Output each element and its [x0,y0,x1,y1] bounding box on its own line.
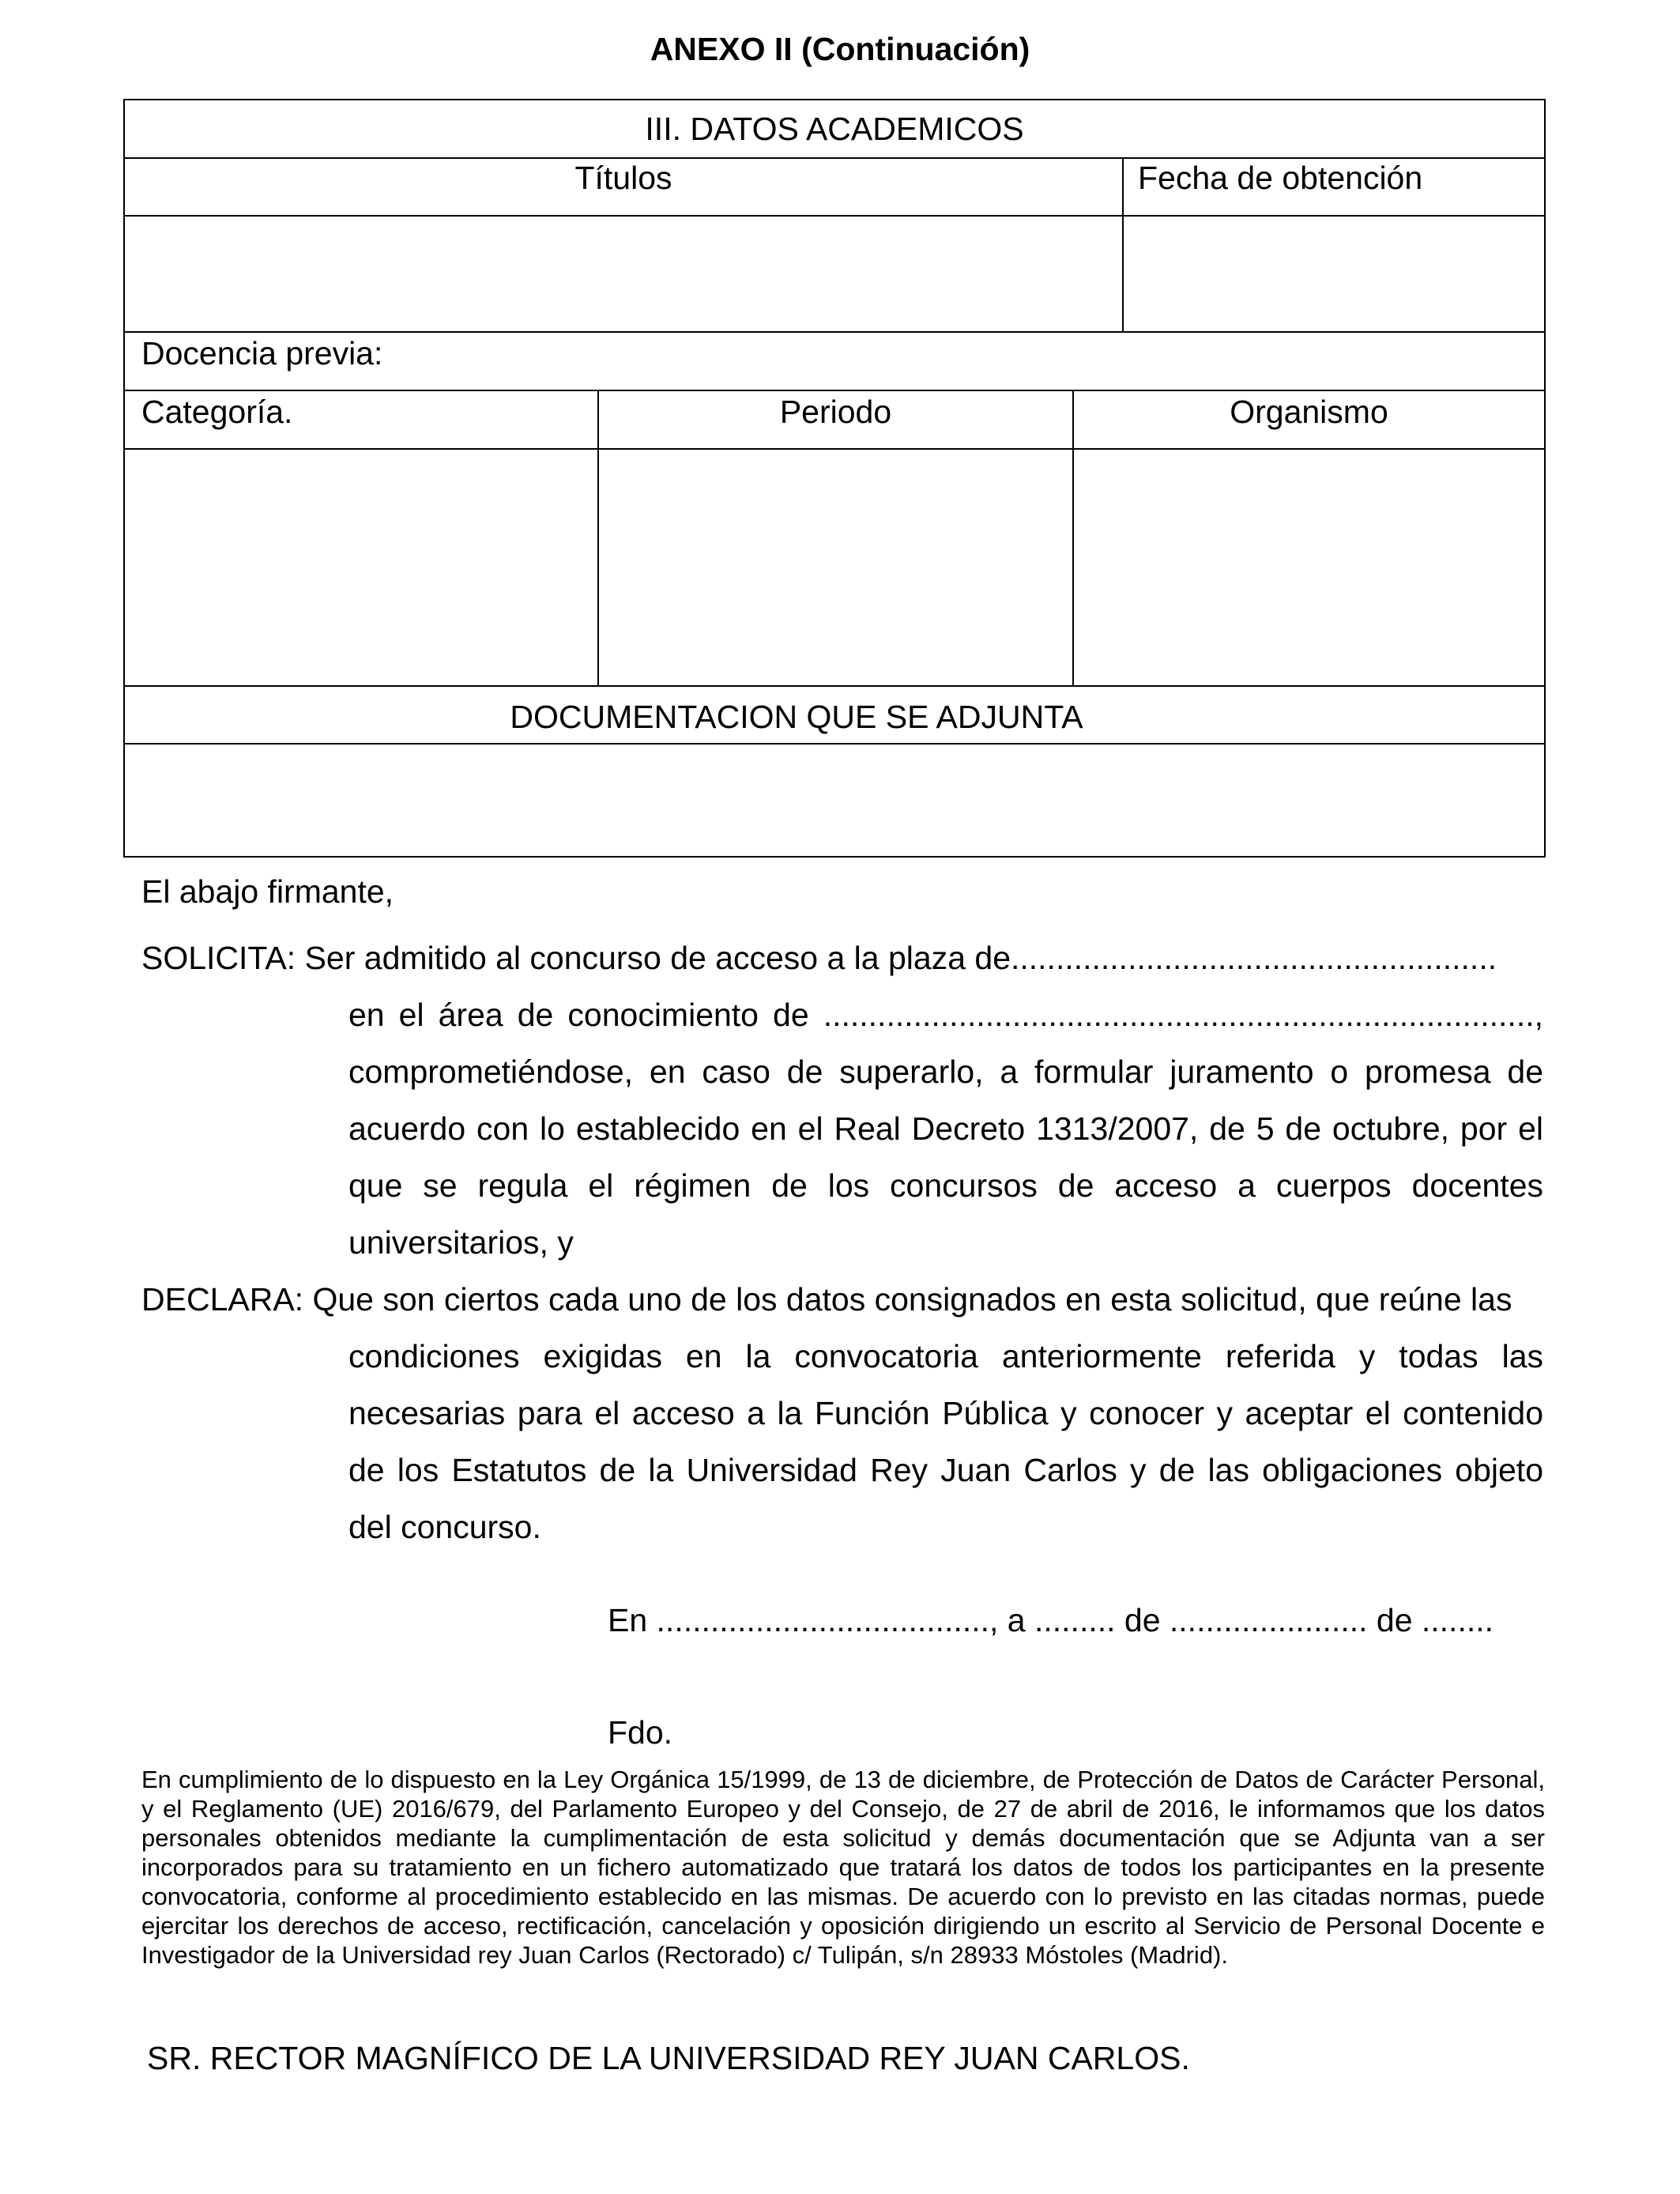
solicita-label: SOLICITA: [141,940,296,976]
table-rule [125,685,1544,687]
organism-entry-field[interactable] [1074,450,1544,685]
solicita-first-line [141,939,1497,977]
prior-teaching-label: Docencia previa: [141,335,383,371]
column-header-category: Categoría. [141,394,293,430]
signer-intro: El abajo firmante, [141,873,394,910]
category-entry-field[interactable] [125,450,597,685]
solicita-body: en el área de conocimiento de ..............................................................................., comprometiéndose, en caso de superarlo, a formular juramento o promesa de acuerdo con lo establecido en el Real Decreto 1313/2007, de 5 de octubre, por el que se regula el régimen de los concursos de acceso a cuerpos docentes universitarios, y [348,997,1543,1261]
date-entry-field[interactable] [1124,217,1544,331]
period-entry-field[interactable] [599,450,1072,685]
column-header-date: Fecha de obtención [1138,160,1423,196]
titles-entry-field[interactable] [125,217,1122,331]
table-rule [125,331,1544,333]
column-header-titles: Títulos [574,160,672,196]
declara-body: condiciones exigidas en la convocatoria anteriormente referida y todas las necesarias para el acceso a la Función Pública y conocer y aceptar el contenido de los Estatutos de la Universidad Rey Juan Carlos y de las obligaciones objeto del concurso. [348,1338,1543,1545]
solicita-line-1: Ser admitido al concurso de acceso a la plaza de...................................................... [304,940,1497,976]
declara-first-line [141,1280,1512,1318]
table-rule [125,390,1544,391]
academic-data-table [123,99,1546,858]
column-header-period: Periodo [779,394,892,430]
page-title: ANEXO II (Continuación) [650,31,1030,67]
declara-line-1: Que son ciertos cada uno de los datos consignados en esta solicitud, que reúne las [312,1281,1512,1318]
section-title: III. DATOS ACADEMICOS [645,111,1024,147]
addressee: SR. RECTOR MAGNÍFICO DE LA UNIVERSIDAD REY JUAN CARLOS. [147,2040,1190,2076]
privacy-notice: En cumplimiento de lo dispuesto en la Ley Orgánica 15/1999, de 13 de diciembre, de Protección de Datos de Carácter Personal, y el Reglamento (UE) 2016/679, del Parlamento Europeo y del Consejo, de 27 de abril de 2016, le informamos que los datos personales obtenidos mediante la cumplimentación de esta solicitud y demás documentación que se Adjunta van a ser incorporados para su tratamiento en un fichero automatizado que tratará los datos de todos los participantes en la presente convocatoria, conforme al procedimiento establecido en las mismas. De acuerdo con lo previsto en las citadas normas, puede ejercitar los derechos de acceso, rectificación, cancelación y oposición dirigiendo un escrito al Servicio de Personal Docente e Investigador de la Universidad rey Juan Carlos (Rectorado) c/ Tulipán, s/n 28933 Móstoles (Madrid). [141,1766,1545,1969]
attached-docs-title: DOCUMENTACION QUE SE ADJUNTA [510,699,1083,735]
declara-label: DECLARA: [141,1281,304,1318]
attached-docs-field[interactable] [125,745,1544,856]
column-header-organism: Organismo [1230,394,1388,430]
place-date-line: En ....................................., a ......... de ...................... de ........ [608,1602,1494,1638]
signed-label: Fdo. [608,1714,673,1751]
